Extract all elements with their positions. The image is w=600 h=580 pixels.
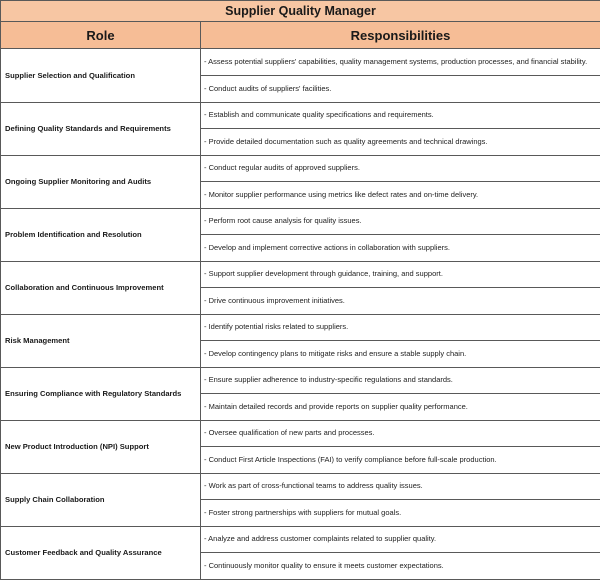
role-cell[interactable]: Ongoing Supplier Monitoring and Audits: [1, 155, 201, 208]
table-row: [1, 155, 600, 182]
table-row: [1, 420, 600, 447]
table-title[interactable]: Supplier Quality Manager: [1, 1, 600, 22]
responsibility-cell[interactable]: - Identify potential risks related to suppliers.: [201, 314, 600, 341]
table-row: [1, 49, 600, 76]
responsibility-cell[interactable]: - Conduct First Article Inspections (FAI) to verify compliance before full-scale production.: [201, 447, 600, 474]
responsibility-cell[interactable]: - Support supplier development through guidance, training, and support.: [201, 261, 600, 288]
table-row: [1, 473, 600, 500]
responsibility-cell[interactable]: - Establish and communicate quality specifications and requirements.: [201, 102, 600, 129]
table-row: [1, 367, 600, 394]
responsibility-cell[interactable]: - Assess potential suppliers' capabilities, quality management systems, production processes, and financial stability.: [201, 49, 600, 76]
role-cell[interactable]: Supply Chain Collaboration: [1, 473, 201, 526]
table-row: [1, 208, 600, 235]
responsibility-cell[interactable]: - Monitor supplier performance using metrics like defect rates and on-time delivery.: [201, 182, 600, 209]
responsibility-cell[interactable]: - Provide detailed documentation such as quality agreements and technical drawings.: [201, 129, 600, 156]
responsibility-cell[interactable]: - Analyze and address customer complaints related to supplier quality.: [201, 526, 600, 553]
responsibility-cell[interactable]: - Develop and implement corrective actions in collaboration with suppliers.: [201, 235, 600, 262]
table-row: [1, 526, 600, 553]
responsibility-cell[interactable]: - Conduct regular audits of approved suppliers.: [201, 155, 600, 182]
responsibility-cell[interactable]: - Perform root cause analysis for quality issues.: [201, 208, 600, 235]
responsibility-cell[interactable]: - Maintain detailed records and provide reports on supplier quality performance.: [201, 394, 600, 421]
header-row: [1, 22, 600, 49]
responsibility-cell[interactable]: - Conduct audits of suppliers' facilities.: [201, 76, 600, 103]
role-cell[interactable]: Defining Quality Standards and Requirements: [1, 102, 201, 155]
responsibility-cell[interactable]: - Foster strong partnerships with suppliers for mutual goals.: [201, 500, 600, 527]
responsibility-cell[interactable]: - Work as part of cross-functional teams to address quality issues.: [201, 473, 600, 500]
role-cell[interactable]: New Product Introduction (NPI) Support: [1, 420, 201, 473]
role-column-header[interactable]: Role: [1, 22, 201, 49]
responsibility-cell[interactable]: - Develop contingency plans to mitigate risks and ensure a stable supply chain.: [201, 341, 600, 368]
table-row: [1, 314, 600, 341]
role-cell[interactable]: Ensuring Compliance with Regulatory Standards: [1, 367, 201, 420]
title-row: [1, 1, 600, 22]
role-cell[interactable]: Problem Identification and Resolution: [1, 208, 201, 261]
table-row: [1, 261, 600, 288]
role-cell[interactable]: Supplier Selection and Qualification: [1, 49, 201, 103]
responsibility-cell[interactable]: - Oversee qualification of new parts and processes.: [201, 420, 600, 447]
responsibility-cell[interactable]: - Ensure supplier adherence to industry-specific regulations and standards.: [201, 367, 600, 394]
responsibility-cell[interactable]: - Drive continuous improvement initiatives.: [201, 288, 600, 315]
responsibilities-column-header[interactable]: Responsibilities: [201, 22, 600, 49]
table-row: [1, 102, 600, 129]
role-cell[interactable]: Collaboration and Continuous Improvement: [1, 261, 201, 314]
role-cell[interactable]: Risk Management: [1, 314, 201, 367]
responsibility-cell[interactable]: - Continuously monitor quality to ensure it meets customer expectations.: [201, 553, 600, 580]
role-cell[interactable]: Customer Feedback and Quality Assurance: [1, 526, 201, 579]
